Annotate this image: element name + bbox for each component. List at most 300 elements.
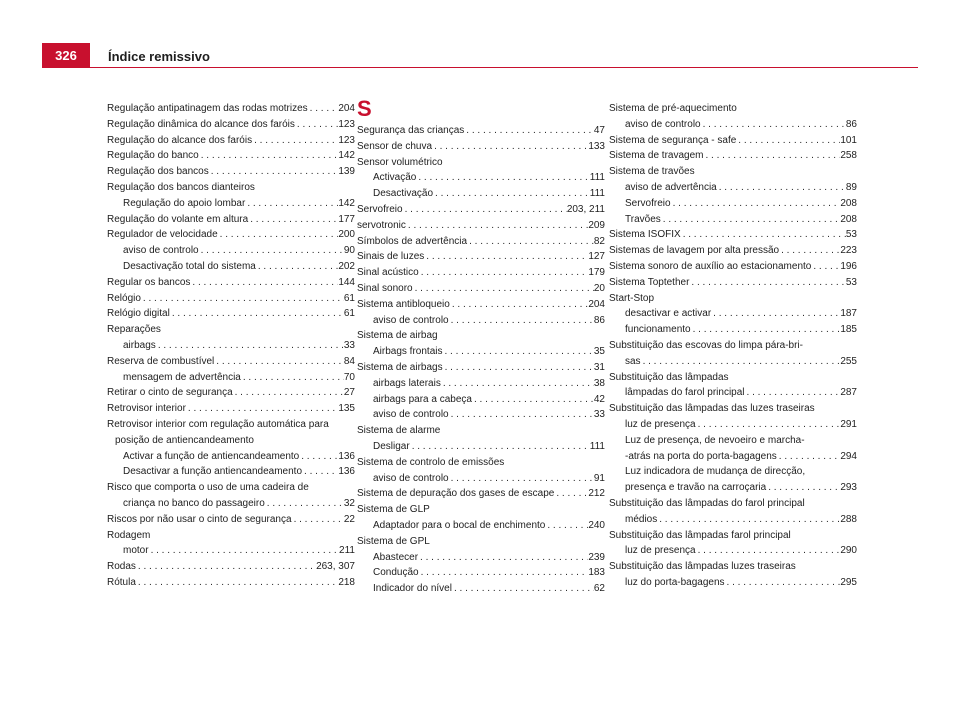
dot-leader <box>449 407 594 423</box>
index-entry[interactable] <box>357 139 605 155</box>
dot-leader <box>149 543 339 559</box>
index-entry[interactable] <box>609 243 857 259</box>
dot-leader <box>811 259 840 275</box>
entry-page-number: 61 <box>343 292 355 304</box>
dot-leader <box>442 344 593 360</box>
dot-leader <box>779 243 840 259</box>
index-heading[interactable]: Substituição das lâmpadas luzes traseiras <box>609 561 796 573</box>
entry-page-number: 142 <box>338 197 355 209</box>
index-entry[interactable] <box>107 117 355 133</box>
entry-page-number: 223 <box>840 245 857 257</box>
dot-leader <box>256 259 338 275</box>
entry-page-number: 218 <box>338 576 355 588</box>
entry-term: Desligar <box>373 440 410 452</box>
index-entry[interactable] <box>609 148 857 164</box>
dot-leader <box>419 565 589 581</box>
index-entry[interactable] <box>357 360 605 376</box>
entry-term: luz de presença <box>625 545 696 557</box>
dot-leader <box>141 291 344 307</box>
index-column-2-entries <box>357 123 605 597</box>
dot-leader <box>214 354 344 370</box>
dot-leader <box>199 243 344 259</box>
entry-term: Regulação dos bancos <box>107 166 209 178</box>
entry-term: -atrás na porta do porta-bagagens <box>625 450 777 462</box>
entry-term: criança no banco do passageiro <box>123 497 265 509</box>
index-entry[interactable] <box>357 123 605 139</box>
dot-leader <box>190 275 338 291</box>
index-entry[interactable] <box>357 518 605 534</box>
entry-page-number: 31 <box>593 361 605 373</box>
entry-page-number: 86 <box>593 314 605 326</box>
index-entry[interactable] <box>107 259 355 275</box>
entry-term: Activar a função de antiencandeamento <box>123 450 300 462</box>
dot-leader <box>696 543 841 559</box>
entry-term: Abastecer <box>373 551 419 563</box>
entry-term: Relógio digital <box>107 308 170 320</box>
entry-page-number: 136 <box>338 466 355 478</box>
entry-page-number: 203, 211 <box>566 203 605 215</box>
index-entry[interactable] <box>107 512 355 528</box>
dot-leader <box>433 186 590 202</box>
index-entry[interactable] <box>107 275 355 291</box>
entry-term: Indicador do nível <box>373 583 452 595</box>
dot-leader <box>467 234 594 250</box>
index-heading[interactable]: Rodagem <box>107 529 151 541</box>
dot-leader <box>689 275 845 291</box>
entry-term: aviso de controlo <box>123 245 199 257</box>
entry-term: Regulação do volante em altura <box>107 213 249 225</box>
entry-term: Sistema de travagem <box>609 150 704 162</box>
entry-page-number: 187 <box>840 308 857 320</box>
entry-page-number: 209 <box>588 219 605 231</box>
index-entry[interactable] <box>609 354 857 370</box>
entry-term: aviso de controlo <box>373 472 449 484</box>
entry-term: Retrovisor interior <box>107 403 186 415</box>
entry-term: Desactivação total do sistema <box>123 260 256 272</box>
index-heading[interactable]: Luz indicadora de mudança de direcção, <box>625 466 806 478</box>
index-entry[interactable] <box>107 101 355 117</box>
entry-term: luz do porta-bagagens <box>625 576 725 588</box>
index-entry[interactable] <box>107 496 355 512</box>
entry-page-number: 38 <box>593 377 605 389</box>
index-entry[interactable] <box>357 471 605 487</box>
dot-leader <box>295 117 338 133</box>
entry-term: Activação <box>373 172 417 184</box>
dot-leader <box>545 518 588 534</box>
dot-leader <box>170 306 344 322</box>
index-entry[interactable] <box>357 234 605 250</box>
entry-page-number: 204 <box>588 298 605 310</box>
entry-term: Sistema de airbags <box>357 361 443 373</box>
index-entry[interactable] <box>609 196 857 212</box>
dot-leader <box>449 313 594 329</box>
index-entry[interactable] <box>609 117 857 133</box>
entry-page-number: 202 <box>338 260 355 272</box>
dot-leader <box>671 196 841 212</box>
index-entry[interactable] <box>357 376 605 392</box>
index-heading[interactable]: Sistema de alarme <box>357 425 441 437</box>
index-entry[interactable] <box>357 265 605 281</box>
entry-page-number: 288 <box>840 513 857 525</box>
entry-term: Regular os bancos <box>107 276 191 288</box>
entry-term: luz de presença <box>625 418 696 430</box>
entry-term: lâmpadas do farol principal <box>625 387 745 399</box>
entry-term: Relógio <box>107 292 141 304</box>
entry-term: Regulação antipatinagem das rodas motrizes <box>107 103 308 114</box>
entry-term: Sistema antibloqueio <box>357 298 450 310</box>
dot-leader <box>661 212 841 228</box>
dot-leader <box>711 306 840 322</box>
dot-leader <box>472 392 594 408</box>
index-entry[interactable] <box>609 480 857 496</box>
entry-term: Sistema ISOFIX <box>609 229 681 241</box>
dot-leader <box>441 376 594 392</box>
index-entry[interactable] <box>609 543 857 559</box>
dot-leader <box>406 218 588 234</box>
index-entry[interactable] <box>357 344 605 360</box>
index-entry[interactable] <box>107 449 355 465</box>
entry-term: aviso de controlo <box>373 314 449 326</box>
entry-term: presença e travão na carroçaria <box>625 482 767 494</box>
entry-term: Sistema de depuração dos gases de escape <box>357 488 555 500</box>
dot-leader <box>218 227 339 243</box>
index-entry[interactable] <box>357 186 605 202</box>
page-number: 326 <box>42 43 90 67</box>
entry-term: Adaptador para o bocal de enchimento <box>373 519 546 531</box>
index-heading[interactable]: Regulação dos bancos dianteiros <box>107 181 255 193</box>
entry-page-number: 295 <box>840 576 857 588</box>
entry-page-number: 123 <box>338 134 355 146</box>
index-heading[interactable]: Sensor volumétrico <box>357 156 443 168</box>
dot-leader <box>410 439 590 455</box>
dot-leader <box>136 559 316 575</box>
entry-term: Sinal acústico <box>357 267 419 279</box>
entry-term: Airbags frontais <box>373 346 443 358</box>
entry-term: Retirar o cinto de segurança <box>107 387 233 399</box>
entry-term: Sistemas de lavagem por alta pressão <box>609 245 780 257</box>
index-entry[interactable] <box>609 385 857 401</box>
index-entry[interactable] <box>107 543 355 559</box>
entry-page-number: 177 <box>338 213 355 225</box>
entry-term: airbags <box>123 339 156 351</box>
index-entry[interactable] <box>107 196 355 212</box>
dot-leader <box>199 148 339 164</box>
dot-leader <box>449 471 594 487</box>
entry-page-number: 212 <box>588 488 605 500</box>
entry-page-number: 291 <box>840 418 857 430</box>
entry-term: Condução <box>373 567 419 579</box>
index-entry[interactable] <box>357 281 605 297</box>
entry-term: Sistema sonoro de auxílio ao estacionamento <box>609 260 812 272</box>
entry-page-number: 142 <box>338 150 355 162</box>
entry-page-number: 84 <box>343 355 355 367</box>
entry-term: médios <box>625 513 658 525</box>
index-entry[interactable] <box>609 512 857 528</box>
dot-leader <box>308 101 339 117</box>
entry-page-number: 86 <box>845 118 857 130</box>
dot-leader <box>292 512 344 528</box>
entry-term: Regulação do alcance dos faróis <box>107 134 253 146</box>
index-entry[interactable] <box>107 464 355 480</box>
index-heading[interactable]: Start-Stop <box>609 292 655 304</box>
entry-page-number: 255 <box>840 355 857 367</box>
entry-page-number: 82 <box>593 235 605 247</box>
index-entry[interactable] <box>107 354 355 370</box>
section-letter: S <box>357 96 372 121</box>
entry-term: Regulação do apoio lombar <box>123 197 246 209</box>
index-entry[interactable] <box>107 164 355 180</box>
dot-leader <box>418 550 588 566</box>
entry-page-number: 127 <box>588 251 605 263</box>
entry-term: Rótula <box>107 576 136 588</box>
index-entry[interactable] <box>357 392 605 408</box>
entry-term: Rodas <box>107 561 136 573</box>
entry-term: Desactivação <box>373 188 434 200</box>
dot-leader <box>156 338 344 354</box>
dot-leader <box>464 123 594 139</box>
entry-page-number: 179 <box>588 267 605 279</box>
dot-leader <box>554 486 588 502</box>
dot-leader <box>209 164 339 180</box>
entry-term: Desactivar a função antiencandeamento <box>123 466 303 478</box>
entry-page-number: 35 <box>593 346 605 358</box>
dot-leader <box>265 496 344 512</box>
index-heading[interactable]: Substituição das lâmpadas <box>609 371 729 383</box>
index-entry[interactable] <box>609 227 857 243</box>
index-heading[interactable]: Luz de presença, de nevoeiro e marcha- <box>625 434 805 446</box>
entry-page-number: 294 <box>840 450 857 462</box>
entry-page-number: 208 <box>840 197 857 209</box>
index-entry[interactable] <box>609 180 857 196</box>
dot-leader <box>745 385 841 401</box>
index-entry[interactable] <box>357 581 605 597</box>
dot-leader <box>691 322 841 338</box>
entry-page-number: 144 <box>338 276 355 288</box>
dot-leader <box>233 385 344 401</box>
dot-leader <box>245 196 338 212</box>
index-entry[interactable] <box>609 417 857 433</box>
entry-term: airbags para a cabeça <box>373 393 472 405</box>
index-entry[interactable] <box>357 439 605 455</box>
entry-page-number: 111 <box>589 172 605 184</box>
entry-page-number: 263, 307 <box>316 561 355 573</box>
entry-term: airbags laterais <box>373 377 441 389</box>
entry-page-number: 135 <box>338 403 355 415</box>
entry-page-number: 53 <box>845 276 857 288</box>
entry-term: Sinais de luzes <box>357 251 425 263</box>
index-heading[interactable]: Sistema de airbag <box>357 330 438 342</box>
entry-term: Servofreio <box>625 197 671 209</box>
index-entry[interactable] <box>107 306 355 322</box>
dot-leader <box>424 249 588 265</box>
index-entry[interactable] <box>609 259 857 275</box>
dot-leader <box>641 354 841 370</box>
entry-page-number: 111 <box>589 188 605 200</box>
entry-page-number: 133 <box>588 140 605 152</box>
entry-term: motor <box>123 545 149 557</box>
index-column-1 <box>107 101 355 591</box>
entry-term: Sinal sonoro <box>357 282 413 294</box>
index-heading[interactable]: Substituição das lâmpadas do farol principal <box>609 497 805 509</box>
index-heading[interactable]: Sistema de travões <box>609 166 695 178</box>
entry-page-number: 91 <box>593 472 605 484</box>
index-entry[interactable] <box>107 148 355 164</box>
entry-page-number: 33 <box>593 409 605 421</box>
entry-page-number: 211 <box>339 545 355 557</box>
entry-page-number: 22 <box>343 513 355 525</box>
entry-page-number: 61 <box>343 308 355 320</box>
page-title: Índice remissivo <box>108 49 210 64</box>
entry-page-number: 136 <box>338 450 355 462</box>
dot-leader <box>452 581 594 597</box>
entry-term: funcionamento <box>625 324 691 336</box>
entry-page-number: 32 <box>343 497 355 509</box>
entry-term: aviso de advertência <box>625 181 717 193</box>
entry-page-number: 258 <box>840 150 857 162</box>
index-entry[interactable] <box>107 243 355 259</box>
index-heading[interactable]: Sistema de pré-aquecimento <box>609 103 737 114</box>
index-entry[interactable] <box>357 170 605 186</box>
header-divider <box>42 67 918 68</box>
dot-leader <box>657 512 840 528</box>
entry-page-number: 47 <box>593 125 605 136</box>
index-entry[interactable] <box>107 227 355 243</box>
index-heading[interactable]: Retrovisor interior com regulação automática para posição de antiencandeamento <box>107 418 329 446</box>
entry-term: Regulador de velocidade <box>107 229 218 241</box>
entry-page-number: 139 <box>338 166 355 178</box>
index-column-2 <box>357 96 605 597</box>
entry-term: Símbolos de advertência <box>357 235 468 247</box>
entry-page-number: 111 <box>589 440 605 452</box>
entry-term: Sensor de chuva <box>357 140 433 152</box>
index-entry[interactable] <box>357 313 605 329</box>
index-heading[interactable]: Sistema de GPL <box>357 535 430 547</box>
entry-page-number: 70 <box>343 371 355 383</box>
index-entry[interactable] <box>107 559 355 575</box>
index-entry[interactable] <box>609 322 857 338</box>
index-heading[interactable]: Risco que comporta o uso de uma cadeira de <box>107 482 309 494</box>
dot-leader <box>403 202 567 218</box>
entry-term: aviso de controlo <box>625 118 701 130</box>
entry-term: Travões <box>625 213 661 225</box>
dot-leader <box>432 139 588 155</box>
entry-page-number: 27 <box>343 387 355 399</box>
index-entry[interactable] <box>107 385 355 401</box>
entry-page-number: 123 <box>338 118 355 130</box>
entry-page-number: 185 <box>840 324 857 336</box>
index-entry[interactable] <box>609 133 857 149</box>
entry-page-number: 208 <box>840 213 857 225</box>
entry-page-number: 42 <box>593 393 605 405</box>
index-entry[interactable] <box>107 401 355 417</box>
dot-leader <box>419 265 589 281</box>
entry-page-number: 62 <box>593 583 605 595</box>
index-entry[interactable] <box>107 370 355 386</box>
dot-leader <box>681 227 846 243</box>
entry-page-number: 290 <box>840 545 857 557</box>
index-entry[interactable] <box>107 575 355 591</box>
index-heading[interactable]: Reparações <box>107 324 161 336</box>
dot-leader <box>450 297 588 313</box>
index-entry[interactable] <box>107 212 355 228</box>
entry-term: Regulação dinâmica do alcance dos faróis <box>107 118 295 130</box>
index-heading[interactable]: Sistema de GLP <box>357 504 430 516</box>
entry-page-number: 20 <box>593 282 605 294</box>
index-column-3 <box>609 101 857 591</box>
dot-leader <box>186 401 338 417</box>
index-heading[interactable]: Sistema de controlo de emissões <box>357 456 505 468</box>
dot-leader <box>704 148 841 164</box>
entry-page-number: 33 <box>343 339 355 351</box>
entry-page-number: 200 <box>338 229 355 241</box>
index-entry[interactable] <box>357 249 605 265</box>
entry-term: Servofreio <box>357 203 403 215</box>
entry-page-number: 89 <box>845 181 857 193</box>
dot-leader <box>136 575 338 591</box>
dot-leader <box>241 370 344 386</box>
dot-leader <box>777 449 841 465</box>
entry-term: Segurança das crianças <box>357 125 465 136</box>
entry-term: Sistema de segurança - safe <box>609 134 737 146</box>
dot-leader <box>766 480 840 496</box>
index-entry[interactable] <box>609 212 857 228</box>
entry-term: Regulação do banco <box>107 150 199 162</box>
index-entry[interactable] <box>357 407 605 423</box>
entry-page-number: 239 <box>588 551 605 563</box>
entry-term: servotronic <box>357 219 406 231</box>
dot-leader <box>443 360 594 376</box>
dot-leader <box>717 180 846 196</box>
index-entry[interactable] <box>107 133 355 149</box>
entry-term: Riscos por não usar o cinto de segurança <box>107 513 292 525</box>
index-entry[interactable] <box>357 486 605 502</box>
dot-leader <box>701 117 846 133</box>
index-entry[interactable] <box>357 550 605 566</box>
entry-page-number: 240 <box>588 519 605 531</box>
index-heading[interactable]: Substituição das lâmpadas das luzes traseiras <box>609 403 815 415</box>
entry-term: Sistema Toptether <box>609 276 690 288</box>
dot-leader <box>416 170 589 186</box>
index-entry[interactable] <box>357 218 605 234</box>
index-entry[interactable] <box>609 306 857 322</box>
entry-page-number: 293 <box>840 482 857 494</box>
index-heading[interactable]: Substituição das escovas do limpa pára-bri- <box>609 339 803 351</box>
entry-page-number: 101 <box>840 134 857 146</box>
index-entry[interactable] <box>357 297 605 313</box>
entry-page-number: 204 <box>338 103 355 114</box>
index-heading[interactable]: Substituição das lâmpadas farol principal <box>609 529 791 541</box>
index-entry[interactable] <box>107 291 355 307</box>
entry-term: Reserva de combustível <box>107 355 215 367</box>
entry-term: aviso de controlo <box>373 409 449 421</box>
entry-page-number: 196 <box>840 260 857 272</box>
dot-leader <box>736 133 840 149</box>
index-entry[interactable] <box>609 449 857 465</box>
index-entry[interactable] <box>357 565 605 581</box>
index-entry[interactable] <box>357 202 605 218</box>
index-entry[interactable] <box>609 575 857 591</box>
dot-leader <box>302 464 338 480</box>
entry-term: mensagem de advertência <box>123 371 241 383</box>
index-entry[interactable] <box>107 338 355 354</box>
dot-leader <box>696 417 841 433</box>
dot-leader <box>248 212 338 228</box>
dot-leader <box>725 575 841 591</box>
index-entry[interactable] <box>609 275 857 291</box>
entry-term: sas <box>625 355 641 367</box>
entry-term: desactivar e activar <box>625 308 712 320</box>
dot-leader <box>299 449 338 465</box>
